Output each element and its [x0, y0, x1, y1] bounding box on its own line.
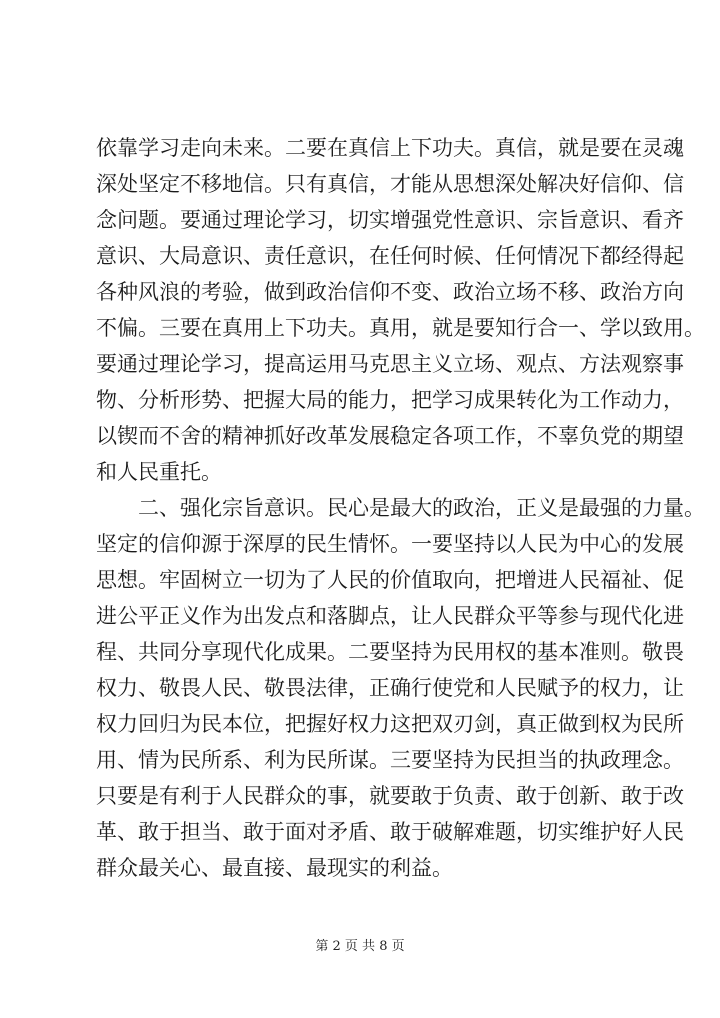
text-line: 要通过理论学习，提高运用马克思主义立场、观点、方法观察事: [96, 352, 684, 376]
text-line: 深处坚定不移地信。只有真信，才能从思想深处解决好信仰、信: [96, 172, 684, 196]
text-line: 革、敢于担当、敢于面对矛盾、敢于破解难题，切实维护好人民: [96, 820, 684, 844]
text-line: 进公平正义作为出发点和落脚点，让人民群众平等参与现代化进: [96, 604, 684, 628]
text-line: 程、共同分享现代化成果。二要坚持为民用权的基本准则。敬畏: [96, 640, 684, 664]
text-line: 权力、敬畏人民、敬畏法律，正确行使党和人民赋予的权力，让: [96, 676, 684, 700]
text-line: 物、分析形势、把握大局的能力，把学习成果转化为工作动力，: [96, 388, 684, 412]
text-line: 不偏。三要在真用上下功夫。真用，就是要知行合一、学以致用。: [96, 316, 705, 340]
page-indicator: 第 2 页 共 8 页: [315, 939, 405, 954]
text-line: 意识、大局意识、责任意识，在任何时候、任何情况下都经得起: [96, 244, 684, 268]
text-line: 二、强化宗旨意识。民心是最大的政治，正义是最强的力量。: [138, 496, 705, 520]
text-line: 各种风浪的考验，做到政治信仰不变、政治立场不移、政治方向: [96, 280, 684, 304]
text-line: 依靠学习走向未来。二要在真信上下功夫。真信，就是要在灵魂: [96, 136, 684, 160]
text-line: 用、情为民所系、利为民所谋。三要坚持为民担当的执政理念。: [96, 748, 684, 772]
text-line: 和人民重托。: [96, 460, 222, 484]
text-line: 权力回归为民本位，把握好权力这把双刃剑，真正做到权为民所: [96, 712, 684, 736]
text-line: 念问题。要通过理论学习，切实增强党性意识、宗旨意识、看齐: [96, 208, 684, 232]
text-line: 只要是有利于人民群众的事，就要敢于负责、敢于创新、敢于改: [96, 784, 684, 808]
text-line: 以锲而不舍的精神抓好改革发展稳定各项工作，不辜负党的期望: [96, 424, 684, 448]
text-line: 思想。牢固树立一切为了人民的价值取向，把增进人民福祉、促: [96, 568, 684, 592]
text-line: 坚定的信仰源于深厚的民生情怀。一要坚持以人民为中心的发展: [96, 532, 684, 556]
text-line: 群众最关心、最直接、最现实的利益。: [96, 856, 453, 880]
